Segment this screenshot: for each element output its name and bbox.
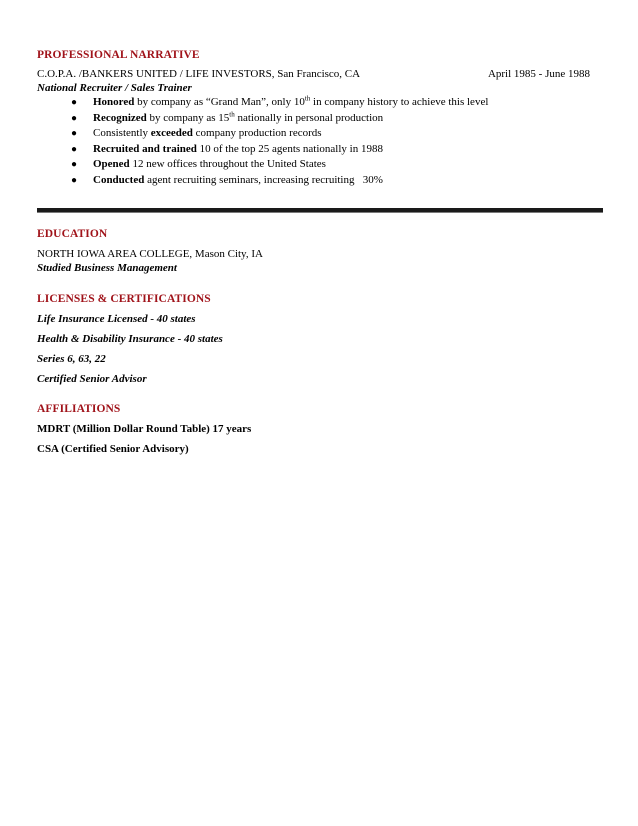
license-item: Health & Disability Insurance - 40 states: [37, 333, 223, 345]
employment-row: [37, 67, 603, 81]
resume-page: [37, 48, 603, 456]
bullet-dot-icon: ●: [71, 159, 78, 170]
achievements-list: [37, 95, 603, 188]
affiliation-item: CSA (Certified Senior Advisory): [37, 443, 189, 455]
section-heading-professional-narrative: PROFESSIONAL NARRATIVE: [37, 49, 200, 61]
job-title: National Recruiter / Sales Trainer: [37, 82, 192, 94]
bullet-dot-icon: ●: [71, 128, 78, 139]
license-item: Life Insurance Licensed - 40 states: [37, 313, 196, 325]
section-heading-licenses: LICENSES & CERTIFICATIONS: [37, 293, 211, 305]
list-item: ● Opened 12 new offices throughout the United States: [71, 157, 603, 173]
bullet-dot-icon: ●: [71, 97, 78, 108]
license-item: Certified Senior Advisor: [37, 373, 147, 385]
bullet-dot-icon: ●: [71, 112, 78, 124]
affiliation-item: MDRT (Million Dollar Round Table) 17 years: [37, 423, 252, 435]
section-heading-affiliations: AFFILIATIONS: [37, 403, 121, 415]
list-item: ● Honored by company as “Grand Man”, only 10th in company history to achieve this level: [71, 95, 603, 111]
license-item: Series 6, 63, 22: [37, 353, 106, 365]
list-item: ● Conducted agent recruiting seminars, increasing recruiting 30%: [71, 173, 603, 189]
employer-name: C.O.P.A. /BANKERS UNITED / LIFE INVESTORS, San Francisco, CA: [37, 68, 361, 80]
school-name: NORTH IOWA AREA COLLEGE, Mason City, IA: [37, 248, 263, 260]
section-heading-education: EDUCATION: [37, 228, 108, 240]
list-item: ● Recognized by company as 15th nationally in personal production: [71, 111, 603, 127]
field-of-study: Studied Business Management: [37, 262, 177, 274]
list-item: ● Consistently exceeded company production records: [71, 126, 603, 142]
bullet-dot-icon: ●: [71, 174, 78, 186]
bullet-dot-icon: ●: [71, 143, 78, 155]
list-item: ● Recruited and trained 10 of the top 25 agents nationally in 1988: [71, 142, 603, 158]
employment-dates: April 1985 - June 1988: [487, 68, 590, 80]
